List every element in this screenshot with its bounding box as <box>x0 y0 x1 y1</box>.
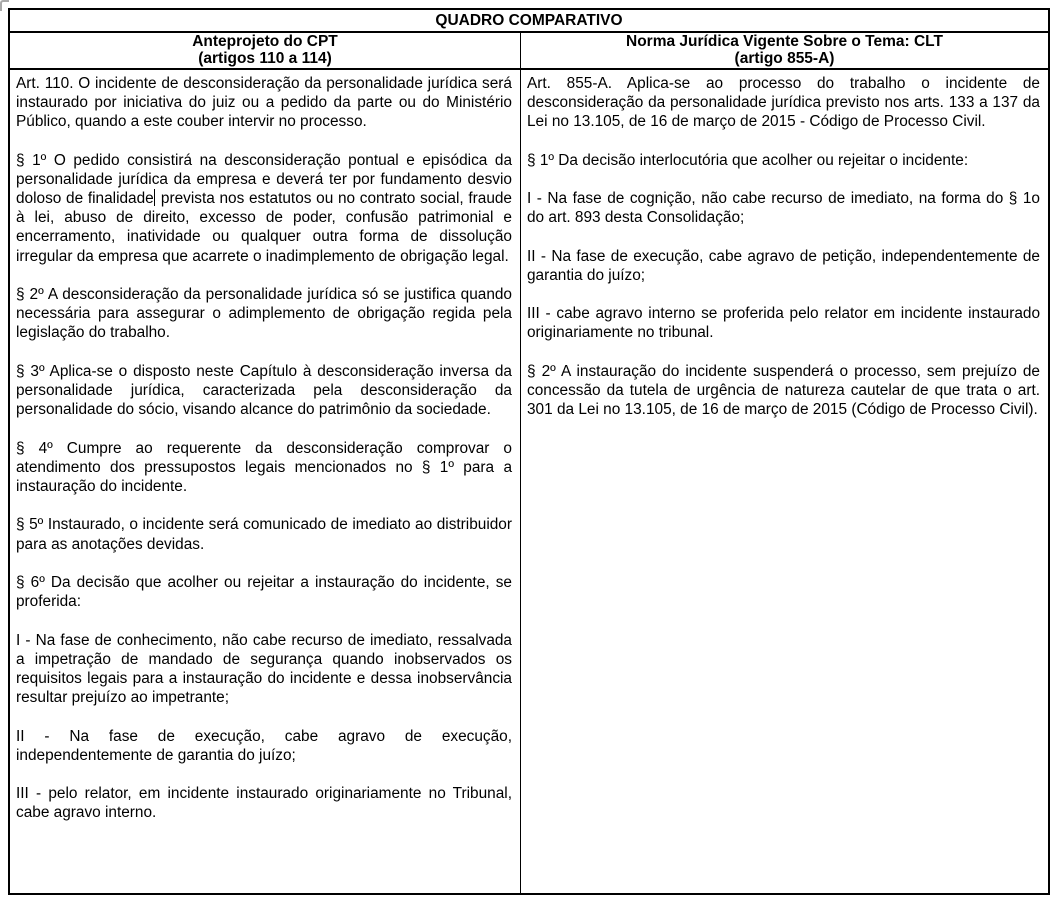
paragraph: § 4º Cumpre ao requerente da desconsideração comprovar o atendimento dos pressupostos legais mencionados no § 1º para a instauração do incidente. <box>16 439 512 496</box>
paragraph: § 3º Aplica-se o disposto neste Capítulo à desconsideração inversa da personalidade jurídica, caracterizada pela desconsideração da personalidade do sócio, visando alcance do patrimônio da sociedade. <box>16 362 512 419</box>
body-cell-norma-vigente[interactable] <box>521 70 1048 893</box>
paragraph: II - Na fase de execução, cabe agravo de petição, independentemente de garantia do juízo; <box>527 247 1040 284</box>
paragraph: I - Na fase de conhecimento, não cabe recurso de imediato, ressalvada a impetração de mandado de segurança quando inobservados os requisitos legais para a instauração do incidente e dessa inobservância resultar prejuízo ao impetrante; <box>16 631 512 707</box>
paragraph: § 6º Da decisão que acolher ou rejeitar a instauração do incidente, se proferida: <box>16 574 512 611</box>
paragraph: I - Na fase de cognição, não cabe recurso de imediato, na forma do § 1o do art. 893 desta Consolidação; <box>527 190 1040 227</box>
paragraph: Art. 110. O incidente de desconsideração da personalidade jurídica será instaurado por iniciativa do juiz ou a pedido da parte ou do Ministério Público, quando a este couber intervir no processo. <box>16 74 512 131</box>
table-header-row <box>10 33 1048 70</box>
table-body-row <box>10 70 1048 893</box>
paragraph: Art. 855-A. Aplica-se ao processo do trabalho o incidente de desconsideração da personalidade jurídica previsto nos arts. 133 a 137 da Lei no 13.105, de 16 de março de 2015 - Código de Processo Civil. <box>527 74 1040 131</box>
column-header-left-line1: Anteprojeto do CPT <box>192 33 338 50</box>
paragraph: III - cabe agravo interno se proferida pelo relator em incidente instaurado originariamente no tribunal. <box>527 305 1040 342</box>
column-header-left <box>10 33 521 68</box>
paragraph: II - Na fase de execução, cabe agravo de execução, independentemente de garantia do juízo; <box>16 727 512 764</box>
column-header-right-line1: Norma Jurídica Vigente Sobre o Tema: CLT <box>626 33 943 50</box>
column-header-left-line2: (artigos 110 a 114) <box>198 50 332 68</box>
paragraph: III - pelo relator, em incidente instaurado originariamente no Tribunal, cabe agravo interno. <box>16 785 512 822</box>
column-header-right-line2: (artigo 855-A) <box>734 50 835 68</box>
text-cursor-icon <box>154 189 156 206</box>
table-title: QUADRO COMPARATIVO <box>10 10 1048 33</box>
paragraph: § 2º A instauração do incidente suspenderá o processo, sem prejuízo de concessão da tutela de urgência de natureza cautelar de que trata o art. 301 da Lei no 13.105, de 16 de março de 2015 (Código de Processo Civil). <box>527 362 1040 419</box>
paragraph: § 2º A desconsideração da personalidade jurídica só se justifica quando necessária para assegurar o adimplemento de obrigação regida pela legislação do trabalho. <box>16 286 512 342</box>
paragraph: § 1º O pedido consistirá na desconsideração pontual e episódica da personalidade jurídica da empresa e deverá ter por fundamento desvio doloso de finalidade prevista nos estatutos ou no contrato social, fraude à lei, abuso de direito, excesso de poder, confusão patrimonial e encerramento, inatividade ou qualquer outra forma de dissolução irregular da empresa que acarrete o inadimplemento de obrigação legal. <box>16 151 512 265</box>
comparative-table <box>8 8 1050 895</box>
paragraph: § 5º Instaurado, o incidente será comunicado de imediato ao distribuidor para as anotações devidas. <box>16 516 512 553</box>
body-cell-anteprojeto[interactable] <box>10 70 521 893</box>
paragraph: § 1º Da decisão interlocutória que acolher ou rejeitar o incidente: <box>527 151 969 169</box>
column-header-right <box>521 33 1048 68</box>
